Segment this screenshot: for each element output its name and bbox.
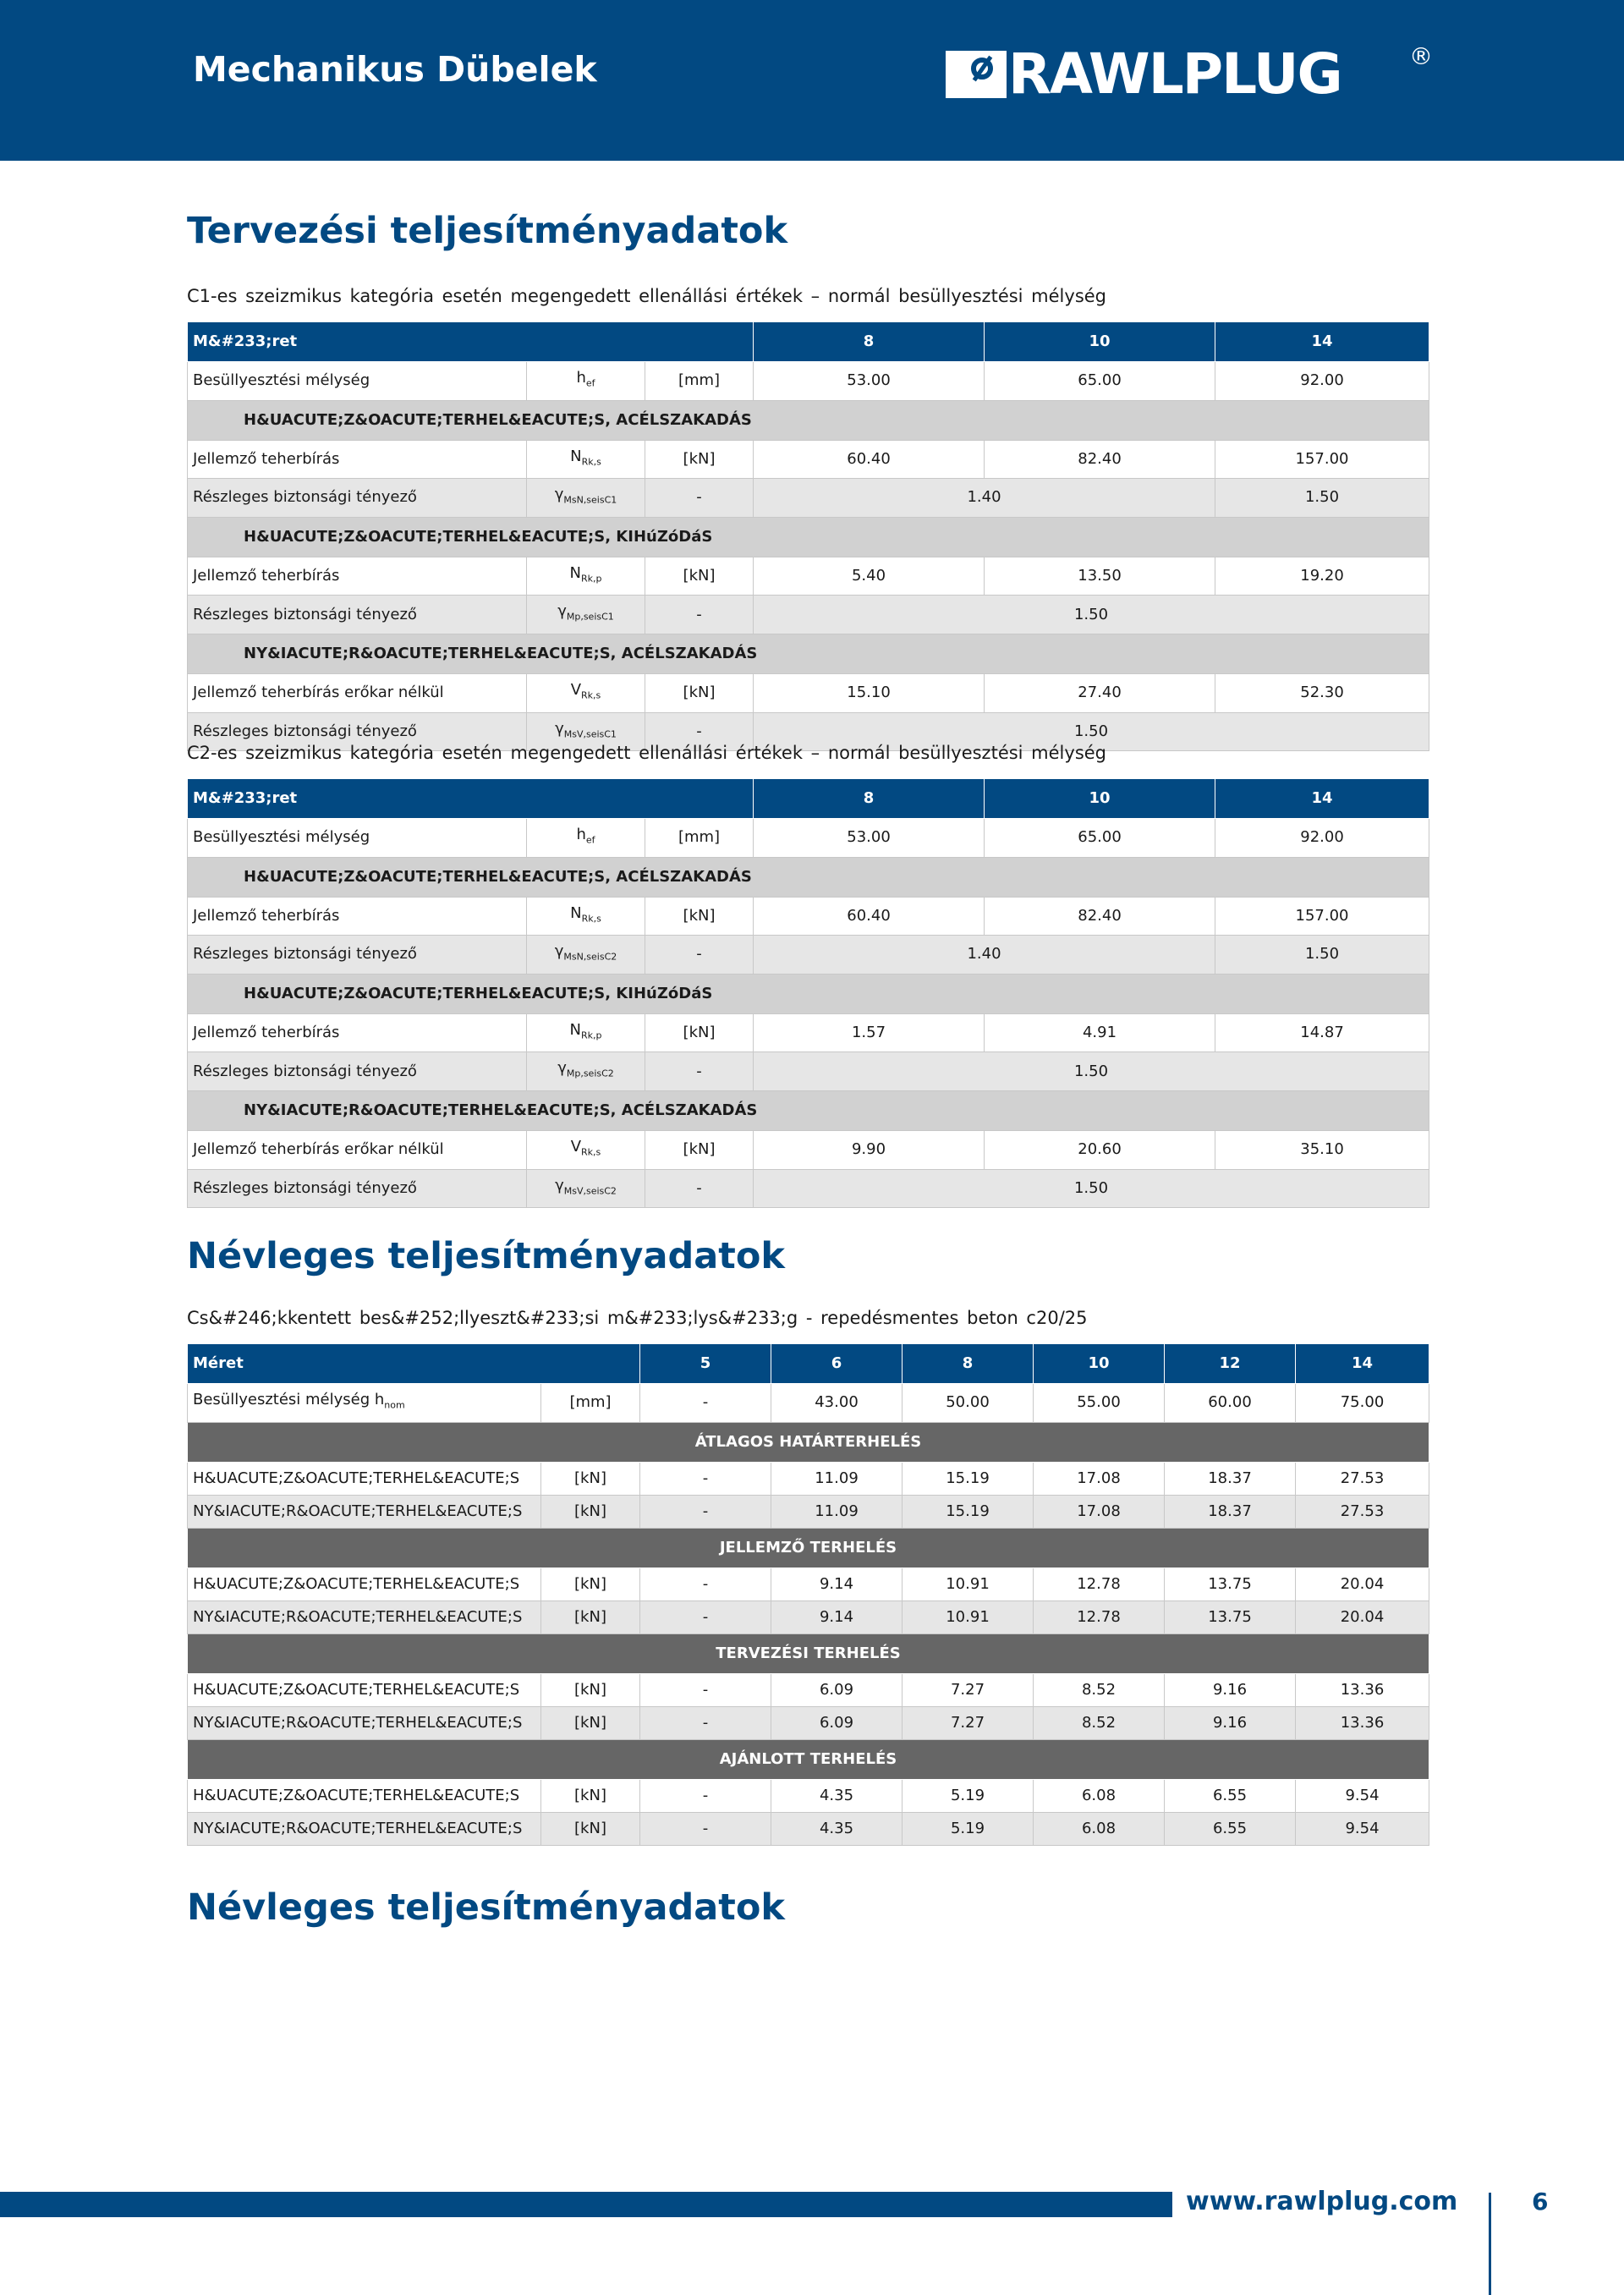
table-row <box>188 1812 1429 1845</box>
cell: 6.08 <box>1034 1812 1165 1845</box>
cell: 6.08 <box>1034 1779 1165 1812</box>
section-heading: H&UACUTE;Z&OACUTE;TERHEL&EACUTE;S, ACÉLSZAKADÁS <box>188 400 1429 440</box>
row-label: Jellemző teherbírás <box>188 557 527 596</box>
row-label: Részleges biztonsági tényező <box>188 936 527 975</box>
row-unit: [kN] <box>541 1568 640 1600</box>
cell: 13.75 <box>1165 1600 1296 1633</box>
row-unit: [kN] <box>645 440 754 479</box>
cell: 60.00 <box>1165 1384 1296 1423</box>
table-row <box>188 1600 1429 1633</box>
cell: 7.27 <box>903 1706 1034 1739</box>
row-unit: - <box>645 712 754 751</box>
row-symbol: $h_{ef}$ <box>527 362 645 401</box>
cell: 55.00 <box>1034 1384 1165 1423</box>
table-row <box>188 1130 1429 1169</box>
cell: - <box>640 1779 771 1812</box>
cell: 53.00 <box>754 819 985 858</box>
row-symbol: $N_{Rk,s}$ <box>527 440 645 479</box>
cell: 53.00 <box>754 362 985 401</box>
row-unit: [mm] <box>645 819 754 858</box>
table-row <box>188 1568 1429 1600</box>
table-header-row <box>188 779 1429 819</box>
table-row <box>188 1052 1429 1091</box>
cell: 1.50 <box>754 1169 1429 1208</box>
table-c2-caption: C2-es szeizmikus kategória esetén megengedett ellenállási értékek – normál besüllyesztési mélység <box>187 743 1107 763</box>
cell: 20.60 <box>985 1130 1215 1169</box>
row-label: Részleges biztonsági tényező <box>188 479 527 518</box>
cell: - <box>640 1812 771 1845</box>
cell: 4.91 <box>985 1013 1215 1052</box>
size-col: 5 <box>640 1344 771 1384</box>
table-row <box>188 1673 1429 1706</box>
table-row <box>188 596 1429 634</box>
size-col: 8 <box>754 322 985 362</box>
row-label: Jellemző teherbírás <box>188 440 527 479</box>
cell: - <box>640 1568 771 1600</box>
row-unit: - <box>645 936 754 975</box>
group-heading: TERVEZÉSI TERHELÉS <box>188 1633 1429 1673</box>
cell: 5.19 <box>903 1812 1034 1845</box>
row-unit: [kN] <box>541 1495 640 1528</box>
page-header <box>0 0 1624 161</box>
row-unit: [kN] <box>541 1462 640 1495</box>
cell: 5.40 <box>754 557 985 596</box>
row-label: H&UACUTE;Z&OACUTE;TERHEL&EACUTE;S <box>188 1673 541 1706</box>
row-unit: [kN] <box>645 897 754 936</box>
section-row <box>188 517 1429 557</box>
cell: 13.36 <box>1296 1673 1429 1706</box>
cell: 1.50 <box>1215 479 1429 518</box>
section-heading: H&UACUTE;Z&OACUTE;TERHEL&EACUTE;S, ACÉLSZAKADÁS <box>188 857 1429 897</box>
row-unit: [kN] <box>541 1600 640 1633</box>
group-row <box>188 1633 1429 1673</box>
cell: 20.04 <box>1296 1568 1429 1600</box>
cell: - <box>640 1706 771 1739</box>
cell: 17.08 <box>1034 1462 1165 1495</box>
row-label: Jellemző teherbírás erőkar nélkül <box>188 673 527 712</box>
cell: 1.40 <box>754 936 1215 975</box>
section-heading: NY&IACUTE;R&OACUTE;TERHEL&EACUTE;S, ACÉLSZAKADÁS <box>188 634 1429 673</box>
size-col: 14 <box>1215 322 1429 362</box>
cell: 11.09 <box>771 1462 903 1495</box>
row-unit: - <box>645 596 754 634</box>
row-label: Besüllyesztési mélység <box>188 819 527 858</box>
cell: 15.19 <box>903 1462 1034 1495</box>
cell: 15.10 <box>754 673 985 712</box>
cell: 9.16 <box>1165 1673 1296 1706</box>
table-header-row <box>188 1344 1429 1384</box>
cell: 10.91 <box>903 1600 1034 1633</box>
nominal-table-caption: Cs&#246;kkentett bes&#252;llyeszt&#233;si m&#233;lys&#233;g - repedésmentes beton c20/25 <box>187 1308 1088 1328</box>
row-symbol: $N_{Rk,s}$ <box>527 897 645 936</box>
size-col: 10 <box>1034 1344 1165 1384</box>
cell: 8.52 <box>1034 1706 1165 1739</box>
table-row <box>188 936 1429 975</box>
cell: - <box>640 1600 771 1633</box>
row-symbol: $h_{ef}$ <box>527 819 645 858</box>
row-symbol: $N_{Rk,p}$ <box>527 557 645 596</box>
cell: 13.75 <box>1165 1568 1296 1600</box>
cell: - <box>640 1673 771 1706</box>
cell: 19.20 <box>1215 557 1429 596</box>
cell: 1.40 <box>754 479 1215 518</box>
cell: 1.57 <box>754 1013 985 1052</box>
cell: 1.50 <box>1215 936 1429 975</box>
cell: 15.19 <box>903 1495 1034 1528</box>
section-heading: NY&IACUTE;R&OACUTE;TERHEL&EACUTE;S, ACÉLSZAKADÁS <box>188 1090 1429 1130</box>
row-unit: [kN] <box>541 1673 640 1706</box>
cell: 35.10 <box>1215 1130 1429 1169</box>
size-label: M&#233;ret <box>188 779 754 819</box>
row-label: Besüllyesztési mélység $h_{nom}$ <box>188 1384 541 1423</box>
cell: 14.87 <box>1215 1013 1429 1052</box>
cell: 18.37 <box>1165 1462 1296 1495</box>
row-symbol: $\gamma_{Mp,seisC1}$ <box>527 596 645 634</box>
row-label: Besüllyesztési mélység <box>188 362 527 401</box>
cell: 18.37 <box>1165 1495 1296 1528</box>
table-header-row <box>188 322 1429 362</box>
row-label: Részleges biztonsági tényező <box>188 712 527 751</box>
cell: 65.00 <box>985 362 1215 401</box>
table-row <box>188 1013 1429 1052</box>
size-label: M&#233;ret <box>188 322 754 362</box>
row-label: Jellemző teherbírás erőkar nélkül <box>188 1130 527 1169</box>
cell: 157.00 <box>1215 897 1429 936</box>
cell: - <box>640 1462 771 1495</box>
row-label: NY&IACUTE;R&OACUTE;TERHEL&EACUTE;S <box>188 1706 541 1739</box>
cell: 92.00 <box>1215 362 1429 401</box>
cell: 9.54 <box>1296 1779 1429 1812</box>
table-row <box>188 362 1429 401</box>
cell: 20.04 <box>1296 1600 1429 1633</box>
cell: 9.54 <box>1296 1812 1429 1845</box>
row-symbol: $\gamma_{MsV,seisC2}$ <box>527 1169 645 1208</box>
cell: 6.09 <box>771 1706 903 1739</box>
cell: 60.40 <box>754 440 985 479</box>
section-row <box>188 400 1429 440</box>
cell: 12.78 <box>1034 1600 1165 1633</box>
cell: 13.36 <box>1296 1706 1429 1739</box>
row-unit: - <box>645 479 754 518</box>
footer-bar <box>0 2192 1172 2217</box>
section-title-nominal: Névleges teljesítményadatok <box>187 1235 785 1277</box>
row-symbol: $\gamma_{MsN,seisC1}$ <box>527 479 645 518</box>
footer-divider <box>1489 2193 1491 2295</box>
row-unit: [mm] <box>645 362 754 401</box>
row-unit: [kN] <box>645 557 754 596</box>
row-unit: [kN] <box>645 673 754 712</box>
registered-mark: ® <box>1409 42 1433 70</box>
row-symbol: $\gamma_{MsV,seisC1}$ <box>527 712 645 751</box>
section-row <box>188 634 1429 673</box>
cell: 82.40 <box>985 440 1215 479</box>
row-symbol: $N_{Rk,p}$ <box>527 1013 645 1052</box>
table-row <box>188 1706 1429 1739</box>
row-label: H&UACUTE;Z&OACUTE;TERHEL&EACUTE;S <box>188 1779 541 1812</box>
table-row <box>188 479 1429 518</box>
cell: 60.40 <box>754 897 985 936</box>
cell: 50.00 <box>903 1384 1034 1423</box>
cell: 27.40 <box>985 673 1215 712</box>
section-row <box>188 1090 1429 1130</box>
cell: 6.55 <box>1165 1779 1296 1812</box>
logo-wordmark: RAWLPLUG <box>1008 41 1341 107</box>
group-row <box>188 1422 1429 1462</box>
row-unit: [kN] <box>541 1812 640 1845</box>
table-row <box>188 557 1429 596</box>
cell: - <box>640 1495 771 1528</box>
size-col: 8 <box>903 1344 1034 1384</box>
cell: 8.52 <box>1034 1673 1165 1706</box>
cell: 11.09 <box>771 1495 903 1528</box>
cell: 6.55 <box>1165 1812 1296 1845</box>
cell: 52.30 <box>1215 673 1429 712</box>
table-c1 <box>187 321 1429 751</box>
table-row <box>188 897 1429 936</box>
section-title-design: Tervezési teljesítményadatok <box>187 210 788 252</box>
row-label: H&UACUTE;Z&OACUTE;TERHEL&EACUTE;S <box>188 1462 541 1495</box>
row-label: NY&IACUTE;R&OACUTE;TERHEL&EACUTE;S <box>188 1600 541 1633</box>
cell: 27.53 <box>1296 1462 1429 1495</box>
footer-website-link[interactable]: www.rawlplug.com <box>1186 2187 1458 2216</box>
row-label: H&UACUTE;Z&OACUTE;TERHEL&EACUTE;S <box>188 1568 541 1600</box>
size-col: 8 <box>754 779 985 819</box>
group-heading: AJÁNLOTT TERHELÉS <box>188 1739 1429 1779</box>
header-title: Mechanikus Dübelek <box>193 49 597 90</box>
table-c2 <box>187 778 1429 1208</box>
table-row <box>188 673 1429 712</box>
row-label: Jellemző teherbírás <box>188 1013 527 1052</box>
group-row <box>188 1528 1429 1568</box>
cell: - <box>640 1384 771 1423</box>
row-label: Részleges biztonsági tényező <box>188 1052 527 1091</box>
cell: 10.91 <box>903 1568 1034 1600</box>
row-unit: [kN] <box>541 1706 640 1739</box>
row-symbol: $\gamma_{MsN,seisC2}$ <box>527 936 645 975</box>
row-unit: [kN] <box>645 1130 754 1169</box>
row-unit: [kN] <box>541 1779 640 1812</box>
row-label: Részleges biztonsági tényező <box>188 1169 527 1208</box>
row-label: Jellemző teherbírás <box>188 897 527 936</box>
section-title-nominal-2: Névleges teljesítményadatok <box>187 1886 785 1929</box>
table-row <box>188 1169 1429 1208</box>
cell: 6.09 <box>771 1673 903 1706</box>
table-nominal <box>187 1343 1429 1846</box>
row-symbol: $V_{Rk,s}$ <box>527 1130 645 1169</box>
cell: 12.78 <box>1034 1568 1165 1600</box>
section-row <box>188 974 1429 1013</box>
table-row <box>188 1384 1429 1423</box>
size-label: Méret <box>188 1344 640 1384</box>
cell: 65.00 <box>985 819 1215 858</box>
cell: 43.00 <box>771 1384 903 1423</box>
table-row <box>188 1495 1429 1528</box>
table-row <box>188 1462 1429 1495</box>
row-label: NY&IACUTE;R&OACUTE;TERHEL&EACUTE;S <box>188 1495 541 1528</box>
size-col: 12 <box>1165 1344 1296 1384</box>
group-heading: JELLEMZŐ TERHELÉS <box>188 1528 1429 1568</box>
section-heading: H&UACUTE;Z&OACUTE;TERHEL&EACUTE;S, KIHúZóDáS <box>188 974 1429 1013</box>
section-heading: H&UACUTE;Z&OACUTE;TERHEL&EACUTE;S, KIHúZóDáS <box>188 517 1429 557</box>
row-symbol: $\gamma_{Mp,seisC2}$ <box>527 1052 645 1091</box>
group-heading: ÁTLAGOS HATÁRTERHELÉS <box>188 1422 1429 1462</box>
cell: 9.16 <box>1165 1706 1296 1739</box>
cell: 82.40 <box>985 897 1215 936</box>
table-c1-caption: C1-es szeizmikus kategória esetén megengedett ellenállási értékek – normál besüllyesztési mélység <box>187 286 1107 306</box>
row-unit: - <box>645 1052 754 1091</box>
row-unit: [mm] <box>541 1384 640 1423</box>
cell: 1.50 <box>754 596 1429 634</box>
size-col: 14 <box>1215 779 1429 819</box>
row-label: NY&IACUTE;R&OACUTE;TERHEL&EACUTE;S <box>188 1812 541 1845</box>
cell: 13.50 <box>985 557 1215 596</box>
row-label: Részleges biztonsági tényező <box>188 596 527 634</box>
cell: 9.14 <box>771 1600 903 1633</box>
table-row <box>188 440 1429 479</box>
row-symbol: $V_{Rk,s}$ <box>527 673 645 712</box>
size-col: 10 <box>985 322 1215 362</box>
group-row <box>188 1739 1429 1779</box>
cell: 27.53 <box>1296 1495 1429 1528</box>
cell: 1.50 <box>754 1052 1429 1091</box>
cell: 4.35 <box>771 1779 903 1812</box>
section-row <box>188 857 1429 897</box>
page-number: 6 <box>1532 2188 1549 2215</box>
table-row <box>188 819 1429 858</box>
size-col: 10 <box>985 779 1215 819</box>
size-col: 14 <box>1296 1344 1429 1384</box>
logo-mark-icon <box>946 51 1007 98</box>
size-col: 6 <box>771 1344 903 1384</box>
cell: 75.00 <box>1296 1384 1429 1423</box>
cell: 7.27 <box>903 1673 1034 1706</box>
table-row <box>188 1779 1429 1812</box>
cell: 1.50 <box>754 712 1429 751</box>
cell: 157.00 <box>1215 440 1429 479</box>
row-unit: - <box>645 1169 754 1208</box>
cell: 5.19 <box>903 1779 1034 1812</box>
cell: 17.08 <box>1034 1495 1165 1528</box>
cell: 9.14 <box>771 1568 903 1600</box>
cell: 4.35 <box>771 1812 903 1845</box>
row-unit: [kN] <box>645 1013 754 1052</box>
cell: 92.00 <box>1215 819 1429 858</box>
cell: 9.90 <box>754 1130 985 1169</box>
